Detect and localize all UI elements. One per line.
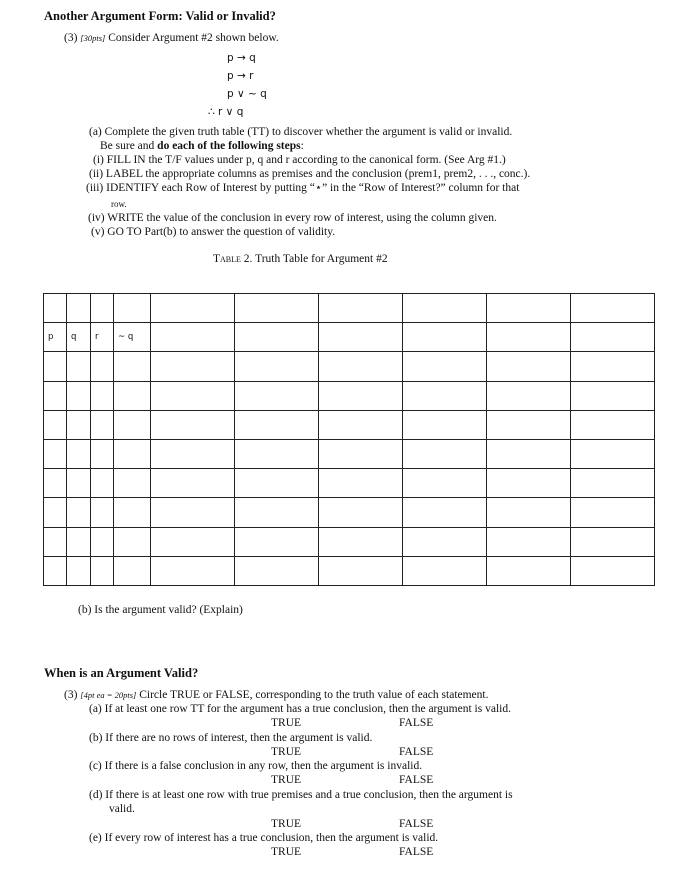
step-v: (v) GO TO Part(b) to answer the question of validity. <box>91 226 336 238</box>
table-cell[interactable] <box>487 294 571 323</box>
true-option-d[interactable]: TRUE <box>271 818 302 830</box>
table-row <box>44 439 655 468</box>
table-cell[interactable] <box>67 352 91 381</box>
table-cell[interactable] <box>91 352 114 381</box>
table-cell[interactable] <box>91 439 114 468</box>
table-cell[interactable] <box>235 381 319 410</box>
conclusion: r ∨ q <box>218 106 244 118</box>
table-cell[interactable] <box>319 556 403 585</box>
table-cell[interactable] <box>235 352 319 381</box>
false-option-b[interactable]: FALSE <box>399 746 434 758</box>
table-cell[interactable] <box>319 498 403 527</box>
header-cell-p: p <box>44 323 67 352</box>
table-cell[interactable] <box>91 556 114 585</box>
step-iii: (iii) IDENTIFY each Row of Interest by putting “⋆” in the “Row of Interest?” column for that <box>86 182 520 194</box>
table-cell[interactable] <box>319 439 403 468</box>
table-cell[interactable] <box>571 294 655 323</box>
table-cell[interactable] <box>44 469 67 498</box>
false-option-e[interactable]: FALSE <box>399 846 434 858</box>
table-cell[interactable] <box>487 410 571 439</box>
table-cell[interactable] <box>235 469 319 498</box>
points-label: [30pts] <box>80 33 106 43</box>
table-cell[interactable] <box>114 439 151 468</box>
table-cell[interactable] <box>151 294 235 323</box>
table-cell[interactable] <box>403 439 487 468</box>
table-cell[interactable] <box>487 556 571 585</box>
table-caption-text: Truth Table for Argument #2 <box>255 253 388 265</box>
table-cell[interactable] <box>91 410 114 439</box>
table-row <box>44 527 655 556</box>
table-cell[interactable] <box>235 556 319 585</box>
table-cell[interactable] <box>67 527 91 556</box>
table-cell[interactable] <box>67 381 91 410</box>
table-cell[interactable] <box>571 527 655 556</box>
table-cell[interactable] <box>571 381 655 410</box>
intro-text: Consider Argument #2 shown below. <box>108 32 279 44</box>
part-a-steps-intro <box>100 139 304 153</box>
table-cell[interactable] <box>319 352 403 381</box>
table-cell[interactable] <box>67 294 91 323</box>
table-cell[interactable] <box>403 294 487 323</box>
table-caption <box>213 252 388 266</box>
table-cell[interactable] <box>403 498 487 527</box>
intro-text: Circle TRUE or FALSE, corresponding to the truth value of each statement. <box>139 689 489 701</box>
table-cell[interactable] <box>114 294 151 323</box>
table-cell[interactable] <box>151 352 235 381</box>
table-cell[interactable] <box>235 439 319 468</box>
part-a-instruction: (a) Complete the given truth table (TT) to discover whether the argument is valid or invalid. <box>89 126 513 138</box>
step-i: (i) FILL IN the T/F values under p, q and r according to the canonical form. (See Arg #1.) <box>93 154 506 166</box>
table-cell[interactable] <box>403 556 487 585</box>
table-row <box>44 294 655 323</box>
table-cell[interactable] <box>114 410 151 439</box>
table-cell[interactable] <box>487 352 571 381</box>
table-cell[interactable] <box>151 498 235 527</box>
table-cell[interactable] <box>44 527 67 556</box>
steps-intro-post: : <box>300 140 304 152</box>
table-cell[interactable] <box>91 294 114 323</box>
item-number: (3) <box>64 32 78 44</box>
table-cell[interactable] <box>235 410 319 439</box>
problem-intro <box>64 31 279 45</box>
statement-d: (d) If there is at least one row with true premises and a true conclusion, then the argument is <box>89 789 513 801</box>
table-cell[interactable] <box>403 352 487 381</box>
part-b-question: (b) Is the argument valid? (Explain) <box>78 604 243 616</box>
table-cell[interactable] <box>571 323 655 352</box>
table-cell[interactable] <box>487 469 571 498</box>
table-cell[interactable] <box>151 439 235 468</box>
table-cell[interactable] <box>403 381 487 410</box>
statement-b: (b) If there are no rows of interest, then the argument is valid. <box>89 732 373 744</box>
table-cell[interactable] <box>67 439 91 468</box>
table-cell[interactable] <box>571 498 655 527</box>
table-cell[interactable] <box>151 323 235 352</box>
item-number: (3) <box>64 689 78 701</box>
table-cell[interactable] <box>403 469 487 498</box>
table-cell[interactable] <box>571 469 655 498</box>
statement-e: (e) If every row of interest has a true conclusion, then the argument is valid. <box>89 832 439 844</box>
table-cell[interactable] <box>319 410 403 439</box>
table-cell[interactable] <box>91 381 114 410</box>
true-option-e[interactable]: TRUE <box>271 846 302 858</box>
table-cell[interactable] <box>319 527 403 556</box>
table-cell[interactable] <box>67 498 91 527</box>
premise-1: p → q <box>227 52 256 64</box>
table-cell[interactable] <box>114 527 151 556</box>
false-option-c[interactable]: FALSE <box>399 774 434 786</box>
table-cell[interactable] <box>235 323 319 352</box>
table-cell[interactable] <box>91 498 114 527</box>
premise-2: p → r <box>227 70 254 82</box>
table-cell[interactable] <box>487 381 571 410</box>
table-cell[interactable] <box>44 381 67 410</box>
table-cell[interactable] <box>319 323 403 352</box>
table-cell[interactable] <box>114 352 151 381</box>
statement-c: (c) If there is a false conclusion in any row, then the argument is invalid. <box>89 760 423 772</box>
table-cell[interactable] <box>114 556 151 585</box>
table-cell[interactable] <box>114 381 151 410</box>
table-cell[interactable] <box>67 556 91 585</box>
table-cell[interactable] <box>319 381 403 410</box>
step-iii-continued: row. <box>111 199 127 209</box>
table-cell[interactable] <box>114 498 151 527</box>
table-row <box>44 410 655 439</box>
table-cell[interactable] <box>151 469 235 498</box>
true-option-c[interactable]: TRUE <box>271 774 302 786</box>
table-cell[interactable] <box>403 323 487 352</box>
table-cell[interactable] <box>487 323 571 352</box>
table-cell[interactable] <box>319 469 403 498</box>
header-cell-r: r <box>91 323 114 352</box>
table-row <box>44 556 655 585</box>
table-row <box>44 469 655 498</box>
table-cell[interactable] <box>91 469 114 498</box>
table-cell[interactable] <box>151 381 235 410</box>
false-option-d[interactable]: FALSE <box>399 818 434 830</box>
table-cell[interactable] <box>235 498 319 527</box>
table-cell[interactable] <box>487 527 571 556</box>
table-cell[interactable] <box>487 439 571 468</box>
header-cell-not-q: ~ q <box>114 323 151 352</box>
table-cell[interactable] <box>151 410 235 439</box>
statement-a: (a) If at least one row TT for the argument has a true conclusion, then the argument is valid. <box>89 703 511 715</box>
table-row <box>44 352 655 381</box>
false-option-a[interactable]: FALSE <box>399 717 434 729</box>
table-cell[interactable] <box>44 352 67 381</box>
table-cell[interactable] <box>67 469 91 498</box>
table-cell[interactable] <box>44 498 67 527</box>
table-cell[interactable] <box>44 294 67 323</box>
table-cell[interactable] <box>571 439 655 468</box>
table-header-row <box>44 323 655 352</box>
table-row <box>44 381 655 410</box>
table-cell[interactable] <box>44 439 67 468</box>
table-cell[interactable] <box>571 556 655 585</box>
header-cell-q: q <box>67 323 91 352</box>
conclusion-line <box>208 106 243 118</box>
table-cell[interactable] <box>571 352 655 381</box>
step-iv: (iv) WRITE the value of the conclusion in every row of interest, using the column given. <box>88 212 497 224</box>
table-row <box>44 498 655 527</box>
section2-intro <box>64 688 488 702</box>
truth-table <box>43 293 655 586</box>
true-option-a[interactable]: TRUE <box>271 717 302 729</box>
table-cell[interactable] <box>403 410 487 439</box>
table-cell[interactable] <box>235 294 319 323</box>
therefore-symbol: ∴ <box>208 106 215 118</box>
table-cell[interactable] <box>571 410 655 439</box>
table-cell[interactable] <box>44 410 67 439</box>
table-cell[interactable] <box>487 498 571 527</box>
table-cell[interactable] <box>44 556 67 585</box>
section-title-when-valid: When is an Argument Valid? <box>44 666 199 680</box>
table-caption-prefix: Table 2. <box>213 253 253 265</box>
statement-d-continued: valid. <box>109 803 135 815</box>
table-cell[interactable] <box>91 527 114 556</box>
steps-intro-pre: Be sure and <box>100 140 155 152</box>
step-ii: (ii) LABEL the appropriate columns as premises and the conclusion (prem1, prem2, . . ., conc.). <box>89 168 531 180</box>
table-cell[interactable] <box>235 527 319 556</box>
table-cell[interactable] <box>67 410 91 439</box>
points-label: [4pt ea = 20pts] <box>80 690 137 700</box>
section-title-valid-or-invalid: Another Argument Form: Valid or Invalid? <box>44 9 276 23</box>
table-cell[interactable] <box>319 294 403 323</box>
table-cell[interactable] <box>151 556 235 585</box>
table-cell[interactable] <box>114 469 151 498</box>
premise-3: p ∨ ~ q <box>227 88 267 100</box>
true-option-b[interactable]: TRUE <box>271 746 302 758</box>
steps-intro-bold: do each of the following steps <box>157 140 301 152</box>
table-cell[interactable] <box>403 527 487 556</box>
table-cell[interactable] <box>151 527 235 556</box>
